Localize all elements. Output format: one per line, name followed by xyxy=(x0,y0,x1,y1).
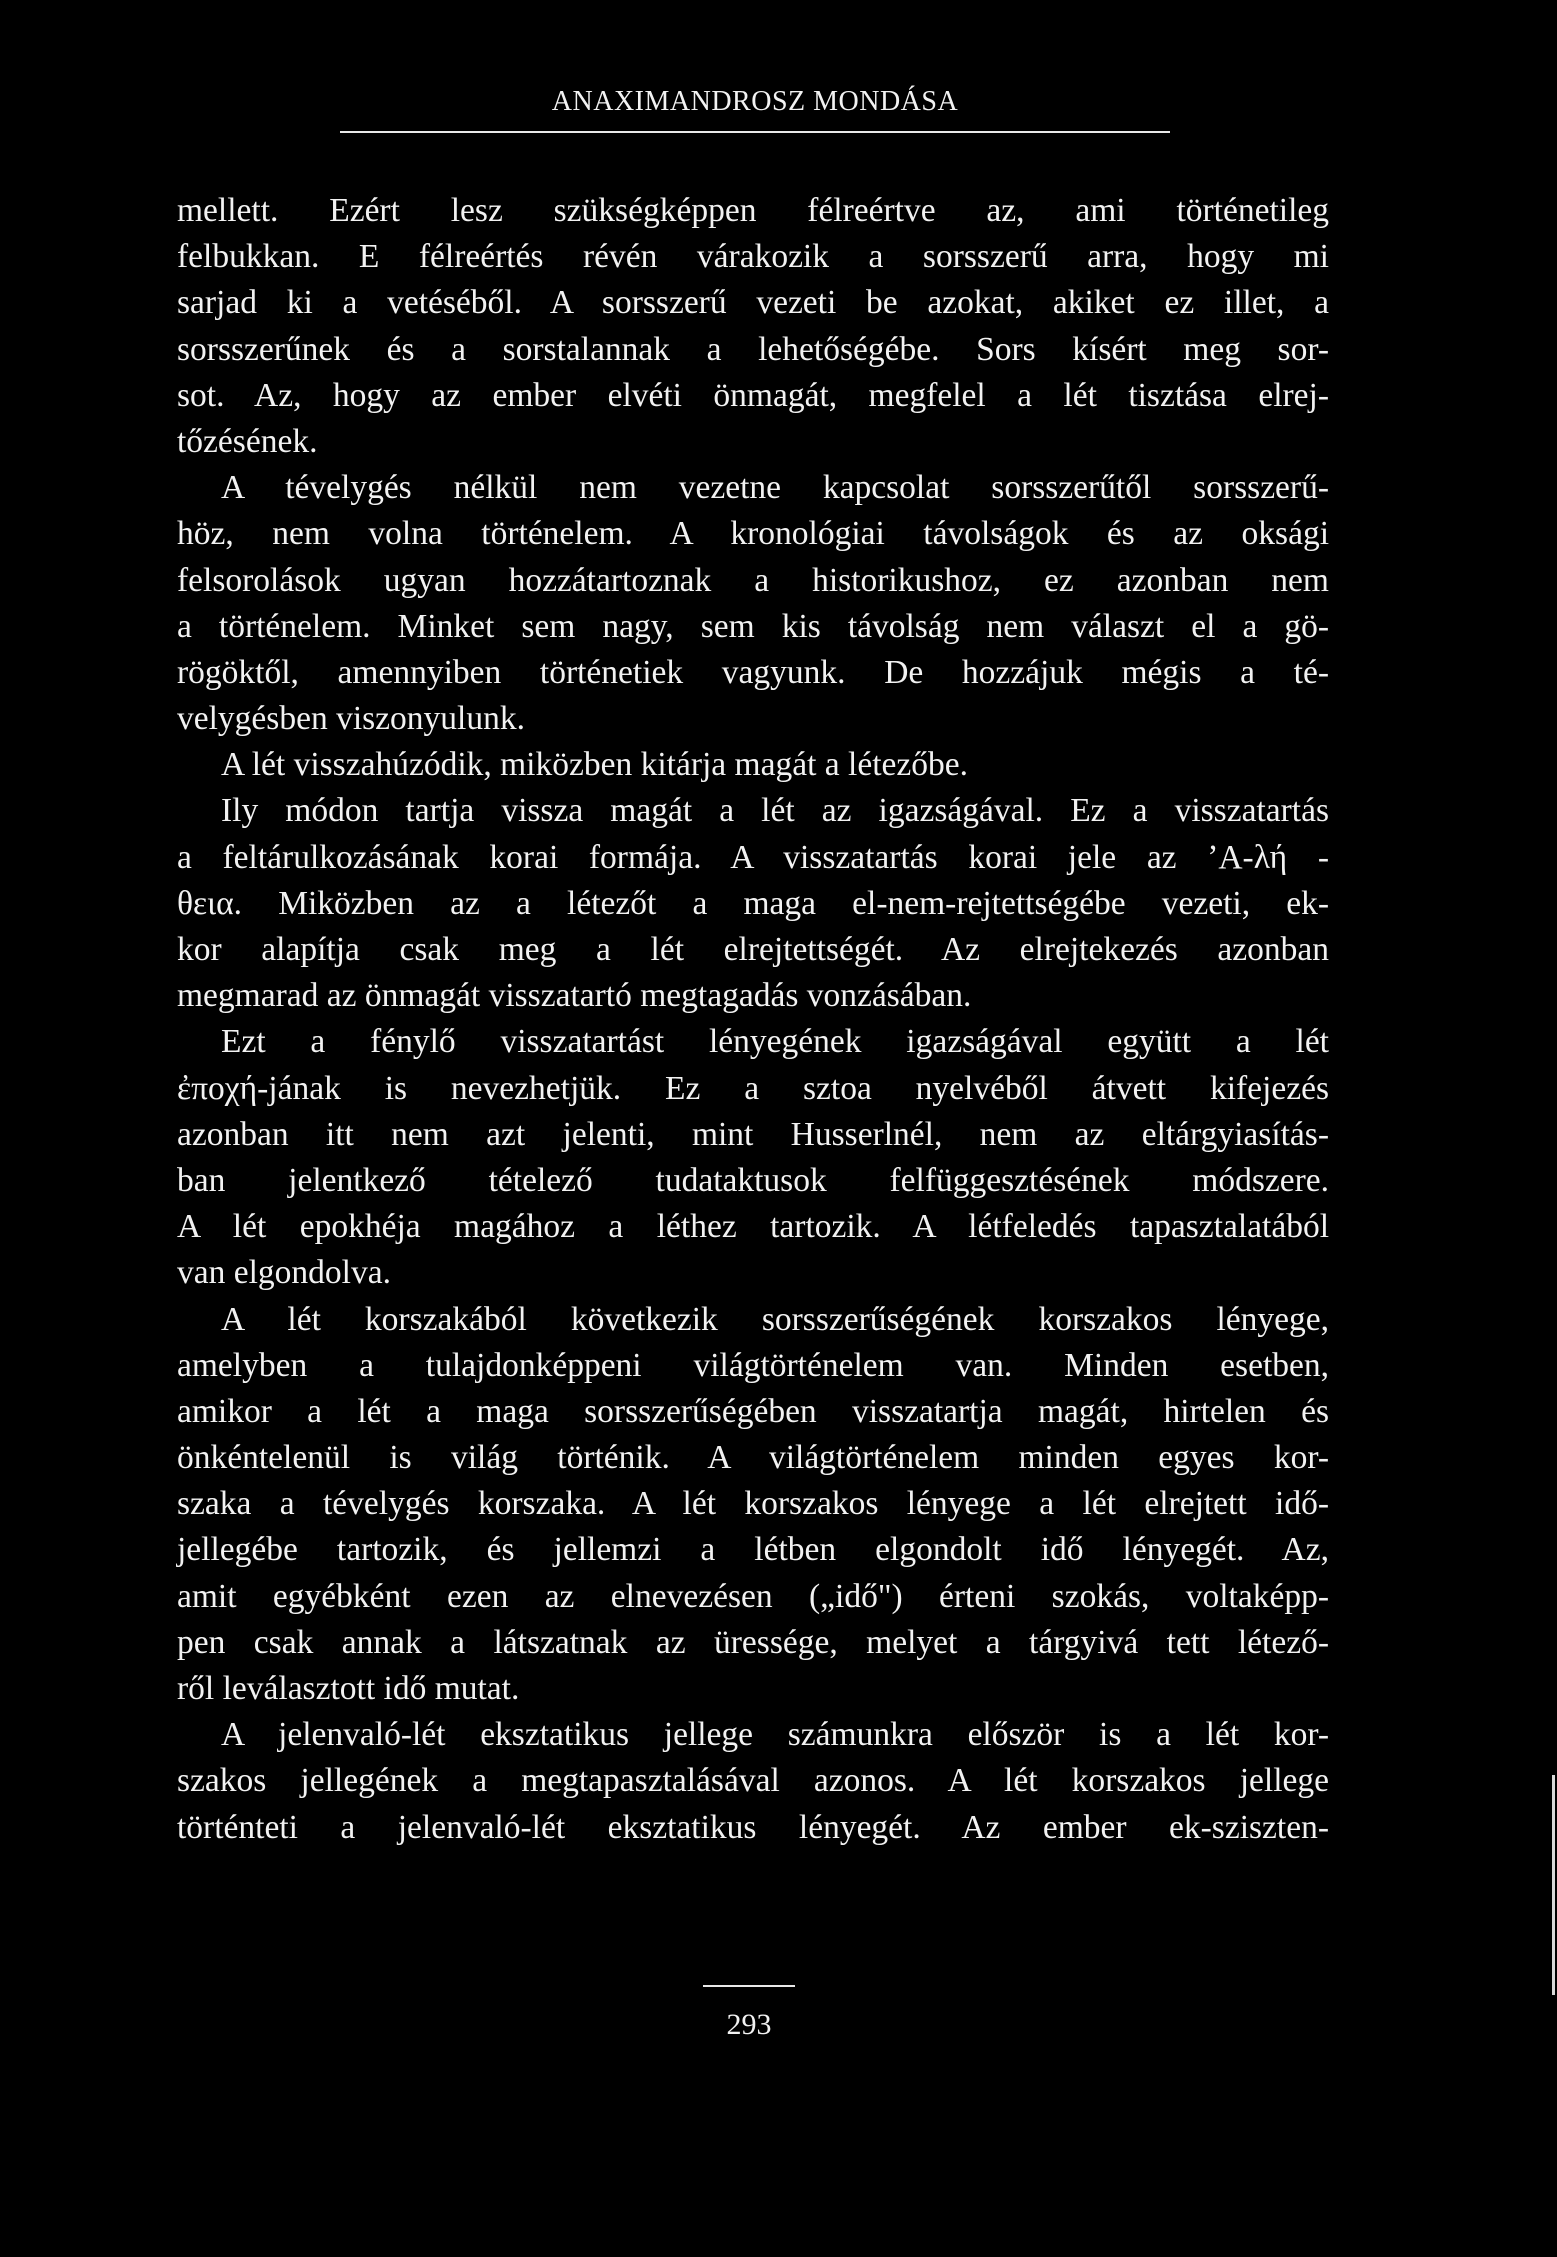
text-line: ban jelentkező tételező tudataktusok felfüggesztésének módszere. xyxy=(177,1161,1329,1199)
text-line: velygésben viszonyulunk. xyxy=(177,700,525,738)
text-line: jellegébe tartozik, és jellemzi a létben elgondolt idő lényegét. Az, xyxy=(177,1531,1329,1569)
text-line: A jelenvaló-lét eksztatikus jellege számunkra először is a lét kor- xyxy=(221,1716,1329,1754)
text-line: azonban itt nem azt jelenti, mint Husserlnél, nem az eltárgyiasítás- xyxy=(177,1115,1329,1153)
text-line: pen csak annak a látszatnak az üressége, melyet a tárgyivá tett létező- xyxy=(177,1623,1329,1661)
text-line: amit egyébként ezen az elnevezésen („idő") érteni szokás, voltaképp- xyxy=(177,1577,1329,1615)
text-line: sot. Az, hogy az ember elvéti önmagát, megfelel a lét tisztása elrej- xyxy=(177,376,1329,414)
text-line: höz, nem volna történelem. A kronológiai távolságok és az oksági xyxy=(177,515,1329,553)
text-line: önkéntelenül is világ történik. A világtörténelem minden egyes kor- xyxy=(177,1439,1329,1477)
text-line: megmarad az önmagát visszatartó megtagadás vonzásában. xyxy=(177,977,972,1015)
text-line: felsorolások ugyan hozzátartoznak a historikushoz, ez azonban nem xyxy=(177,561,1329,599)
text-line: rögöktől, amennyiben történetiek vagyunk. De hozzájuk mégis a té- xyxy=(177,653,1329,691)
text-line: tőzésének. xyxy=(177,422,318,460)
body-text xyxy=(177,188,1329,1851)
text-line: A lét epokhéja magához a léthez tartozik. A létfeledés tapasztalatából xyxy=(177,1208,1329,1246)
text-line: a feltárulkozásának korai formája. A visszatartás korai jele az ʼΑ-λή - xyxy=(177,838,1329,876)
page-number: 293 xyxy=(726,2008,772,2041)
text-line: felbukkan. E félreértés révén várakozik a sorsszerű arra, hogy mi xyxy=(177,238,1329,276)
text-line: Ily módon tartja vissza magát a lét az igazságával. Ez a visszatartás xyxy=(221,792,1329,830)
text-line: mellett. Ezért lesz szükségképpen félreértve az, ami történetileg xyxy=(177,192,1329,229)
text-line: történteti a jelenvaló-lét eksztatikus lényegét. Az ember ek-sziszten- xyxy=(177,1808,1329,1846)
text-line: ről leválasztott idő mutat. xyxy=(177,1670,520,1707)
text-line: Ezt a fénylő visszatartást lényegének igazságával együtt a lét xyxy=(221,1023,1329,1061)
text-line: A lét visszahúzódik, miközben kitárja magát a létezőbe. xyxy=(221,746,968,784)
footer-rule xyxy=(703,1985,795,1987)
text-line: szakos jellegének a megtapasztalásával azonos. A lét korszakos jellege xyxy=(177,1762,1329,1800)
text-line: sorsszerűnek és a sorstalannak a lehetőségébe. Sors kísért meg sor- xyxy=(177,330,1329,368)
text-line: A lét korszakából következik sorsszerűségének korszakos lényege, xyxy=(221,1300,1329,1338)
text-line: amelyben a tulajdonképpeni világtörténelem van. Minden esetben, xyxy=(177,1346,1329,1384)
text-line: A tévelygés nélkül nem vezetne kapcsolat sorsszerűtől sorsszerű- xyxy=(221,469,1329,507)
text-line: van elgondolva. xyxy=(177,1254,391,1292)
text-line: amikor a lét a maga sorsszerűségében visszatartja magát, hirtelen és xyxy=(177,1392,1329,1430)
running-head: ANAXIMANDROSZ MONDÁSA xyxy=(551,86,959,117)
text-line: θεια. Miközben az a létezőt a maga el-nem-rejtettségébe vezeti, ek- xyxy=(177,884,1329,922)
header-rule xyxy=(340,131,1170,133)
text-line: kor alapítja csak meg a lét elrejtettségét. Az elrejtekezés azonban xyxy=(177,931,1329,968)
scan-edge-mark xyxy=(1552,1775,1555,1995)
text-line: szaka a tévelygés korszaka. A lét korszakos lényege a lét elrejtett idő- xyxy=(177,1485,1329,1523)
text-line: a történelem. Minket sem nagy, sem kis távolság nem választ el a gö- xyxy=(177,607,1329,645)
text-line: sarjad ki a vetéséből. A sorsszerű vezeti be azokat, akiket ez illet, a xyxy=(177,284,1329,322)
text-line: ἐποχή-jának is nevezhetjük. Ez a sztoa nyelvéből átvett kifejezés xyxy=(177,1069,1329,1107)
